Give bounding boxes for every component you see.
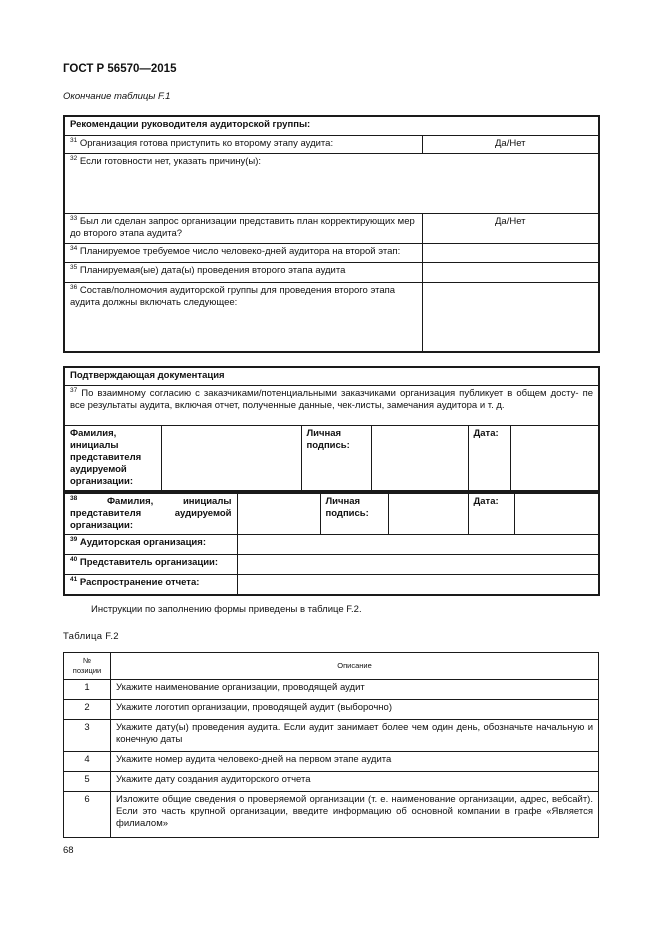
table-row <box>64 153 599 213</box>
row-number: 4 <box>64 752 111 772</box>
table-row <box>64 700 599 720</box>
table-row <box>64 720 599 752</box>
auditor-table <box>63 492 600 596</box>
row-description: Укажите номер аудита человеко-дней на первом этапе аудита <box>111 752 599 772</box>
documentation-title: Подтверждающая документация <box>64 367 599 385</box>
table-row <box>64 752 599 772</box>
table-row <box>64 535 599 555</box>
table-f2 <box>63 652 599 838</box>
column-header-description: Описание <box>111 653 599 680</box>
column-header-number: № позиции <box>64 653 111 680</box>
page-number: 68 <box>63 845 74 856</box>
documentation-table <box>63 366 600 492</box>
item-38-signature-label: Личная подпись: <box>320 493 388 535</box>
table-row <box>64 213 599 243</box>
answer-35[interactable] <box>422 262 599 282</box>
item-38-signature-field[interactable] <box>388 493 468 535</box>
row-number: 5 <box>64 772 111 792</box>
representative-name-label: Фамилия, инициалы представителя аудируемой организации: <box>64 425 161 491</box>
row-number: 6 <box>64 792 111 838</box>
table-row <box>64 243 599 262</box>
row-description: Укажите дату(ы) проведения аудита. Если аудит занимает более чем один день, обозначьте начальную и конечную даты <box>111 720 599 752</box>
table-row <box>64 792 599 838</box>
item-40-label: $^{40}$ Представитель организации: <box>64 555 237 575</box>
row-description: Укажите дату создания аудиторского отчета <box>111 772 599 792</box>
table-row <box>64 262 599 282</box>
recommendations-table <box>63 115 600 353</box>
answer-34[interactable] <box>422 243 599 262</box>
item-36: $^{36}$ Состав/полномочия аудиторской группы для проведения второго этапа аудита должны включать следующее: <box>64 282 422 352</box>
table-row <box>64 282 599 352</box>
row-number: 2 <box>64 700 111 720</box>
standard-code: ГОСТ Р 56570—2015 <box>63 63 177 75</box>
item-39-label: $^{39}$ Аудиторская организация: <box>64 535 237 555</box>
row-number: 1 <box>64 680 111 700</box>
documentation-note: $^{37}$ По взаимному согласию с заказчиками/потенциальными заказчиками организация публикует в общем досту- пе все результаты аудита, включая отчет, полученные данные, чек-листы, замечания аудитора и т. д. <box>64 385 599 425</box>
item-38-date-field[interactable] <box>514 493 599 535</box>
date-label: Дата: <box>468 425 510 491</box>
signature-field[interactable] <box>371 425 468 491</box>
answer-33[interactable]: Да/Нет <box>422 213 599 243</box>
item-40-field[interactable] <box>237 555 599 575</box>
row-number: 3 <box>64 720 111 752</box>
recommendations-title: Рекомендации руководителя аудиторской группы: <box>64 116 599 135</box>
item-39-field[interactable] <box>237 535 599 555</box>
signature-label: Личная подпись: <box>301 425 371 491</box>
row-description: Изложите общие сведения о проверяемой организации (т. е. наименование организации, адрес, вебсайт). Если это часть крупной организации, введите информацию об основной компании в графе «Является филиалом» <box>111 792 599 838</box>
date-field[interactable] <box>510 425 599 491</box>
table-row <box>64 680 599 700</box>
row-description: Укажите наименование организации, проводящей аудит <box>111 680 599 700</box>
answer-36[interactable] <box>422 282 599 352</box>
table-row <box>64 575 599 595</box>
table-f2-caption: Таблица F.2 <box>63 631 119 642</box>
table-row <box>64 135 599 153</box>
representative-name-field[interactable] <box>161 425 301 491</box>
answer-31[interactable]: Да/Нет <box>422 135 599 153</box>
item-38-name-field[interactable] <box>237 493 320 535</box>
table-continuation-label: Окончание таблицы F.1 <box>63 91 171 102</box>
item-35: $^{35}$ Планируемая(ые) дата(ы) проведения второго этапа аудита <box>64 262 422 282</box>
item-31: $^{31}$ Организация готова приступить ко второму этапу аудита: <box>64 135 422 153</box>
item-41-label: $^{41}$ Распространение отчета: <box>64 575 237 595</box>
instructions-text: Инструкции по заполнению формы приведены в таблице F.2. <box>91 604 362 615</box>
item-38-label: $^{38}$ Фамилия, инициалы представителя аудируемой организации: <box>64 493 237 535</box>
table-row <box>64 555 599 575</box>
item-32[interactable]: $^{32}$ Если готовности нет, указать причину(ы): <box>64 153 599 213</box>
table-row <box>64 772 599 792</box>
item-38-date-label: Дата: <box>468 493 514 535</box>
item-33: $^{33}$ Был ли сделан запрос организации представить план корректирующих мер до второго этапа аудита? <box>64 213 422 243</box>
row-description: Укажите логотип организации, проводящей аудит (выборочно) <box>111 700 599 720</box>
item-41-field[interactable] <box>237 575 599 595</box>
item-34: $^{34}$ Планируемое требуемое число человеко-дней аудитора на второй этап: <box>64 243 422 262</box>
